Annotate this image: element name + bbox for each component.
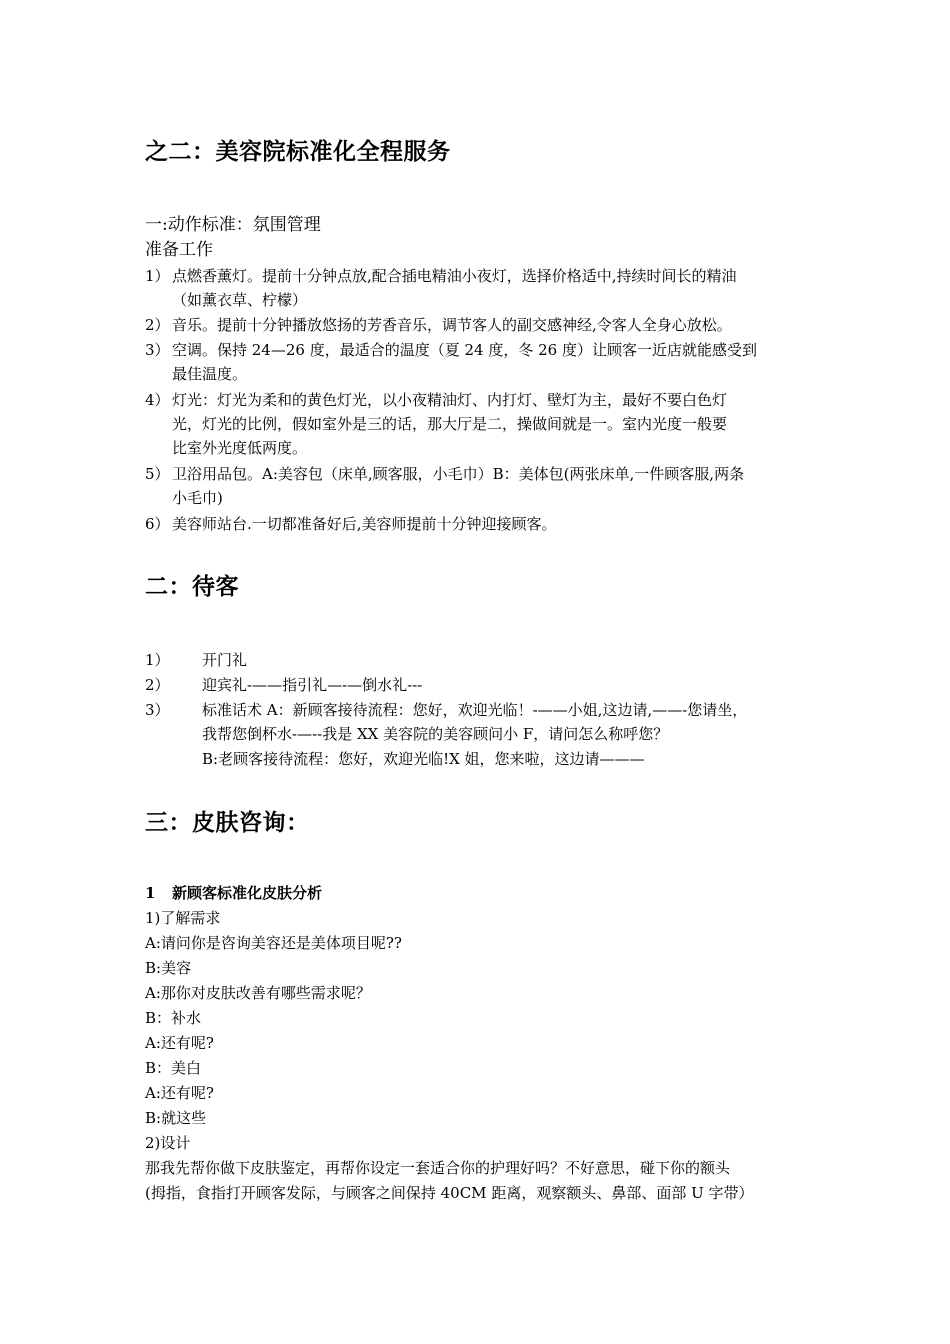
list-item-line: 标准话术 A：新顾客接待流程：您好，欢迎光临！-——小姐,这边请,——-您请坐， — [202, 701, 748, 719]
list-item-line: 卫浴用品包。A:美容包（床单,顾客服，小毛巾）B：美体包(两张床单,一件顾客服,两条 — [172, 465, 745, 483]
list-item-line: 空调。保持 24—26 度，最适合的温度（夏 24 度，冬 26 度）让顾客一近店就能感受到 — [172, 341, 757, 359]
paragraph-line: A:还有呢? — [145, 1084, 214, 1102]
paragraph-line: B：美白 — [145, 1059, 202, 1077]
paragraph-line: A:那你对皮肤改善有哪些需求呢？ — [145, 984, 371, 1002]
list-item-number: 6） — [145, 515, 170, 533]
list-item-line: 灯光：灯光为柔和的黄色灯光，以小夜精油灯、内打灯、壁灯为主，最好不要白色灯 — [172, 391, 728, 409]
list-item-line: （如薰衣草、柠檬） — [172, 291, 308, 309]
list-item-number: 1） — [145, 651, 170, 669]
list-item-line: 最佳温度。 — [172, 365, 248, 383]
section2-heading: 二：待客 — [145, 573, 239, 600]
paragraph-line: A:还有呢? — [145, 1034, 214, 1052]
list-item-line: 开门礼 — [202, 651, 248, 669]
paragraph-line: 1)了解需求 — [145, 909, 221, 927]
paragraph-line: (拇指，食指打开顾客发际，与顾客之间保持 40CM 距离，观察额头、鼻部、面部 U 字带） — [145, 1184, 754, 1202]
list-item-line: 迎宾礼-——指引礼—-—倒水礼--- — [202, 676, 423, 694]
paragraph-line: 2)设计 — [145, 1134, 191, 1152]
section1-heading: 一:动作标准：氛围管理 — [145, 215, 321, 235]
list-item-line: 点燃香薰灯。提前十分钟点放,配合插电精油小夜灯，选择价格适中,持续时间长的精油 — [172, 267, 737, 285]
list-item-line: B:老顾客接待流程：您好，欢迎光临!X 姐，您来啦，这边请——— — [202, 750, 645, 768]
list-item-line: 比室外光度低两度。 — [172, 439, 308, 457]
section3-heading: 三：皮肤咨询： — [145, 809, 310, 836]
list-item-line: 光，灯光的比例，假如室外是三的话，那大厅是二，操做间就是一。室内光度一般要 — [172, 415, 728, 433]
list-item-line: 小毛巾) — [172, 489, 223, 507]
list-item-number: 2） — [145, 676, 170, 694]
list-item-line: 音乐。提前十分钟播放悠扬的芳香音乐，调节客人的副交感神经,令客人全身心放松。 — [172, 316, 732, 334]
list-item-number: 3） — [145, 701, 170, 719]
paragraph-line: 那我先帮你做下皮肤鉴定，再帮你设定一套适合你的护理好吗？不好意思，碰下你的额头 — [145, 1159, 731, 1177]
paragraph-line: B：补水 — [145, 1009, 202, 1027]
list-item-number: 3） — [145, 341, 170, 359]
section3-subheading-number: 1 — [145, 884, 156, 902]
list-item-line: 我帮您倒杯水-—--我是 XX 美容院的美容顾问小 F，请问怎么称呼您？ — [202, 725, 669, 743]
list-item-number: 4） — [145, 391, 170, 409]
section3-subheading: 新顾客标准化皮肤分析 — [172, 884, 323, 902]
list-item-number: 1） — [145, 267, 170, 285]
document-title: 之二：美容院标准化全程服务 — [145, 138, 451, 165]
list-item-number: 2） — [145, 316, 170, 334]
paragraph-line: B:美容 — [145, 959, 192, 977]
section1-subheading: 准备工作 — [145, 240, 213, 260]
paragraph-line: B:就这些 — [145, 1109, 207, 1127]
list-item-line: 美容师站台.一切都准备好后,美容师提前十分钟迎接顾客。 — [172, 515, 557, 533]
list-item-number: 5） — [145, 465, 170, 483]
paragraph-line: A:请问你是咨询美容还是美体项目呢?? — [145, 934, 402, 952]
